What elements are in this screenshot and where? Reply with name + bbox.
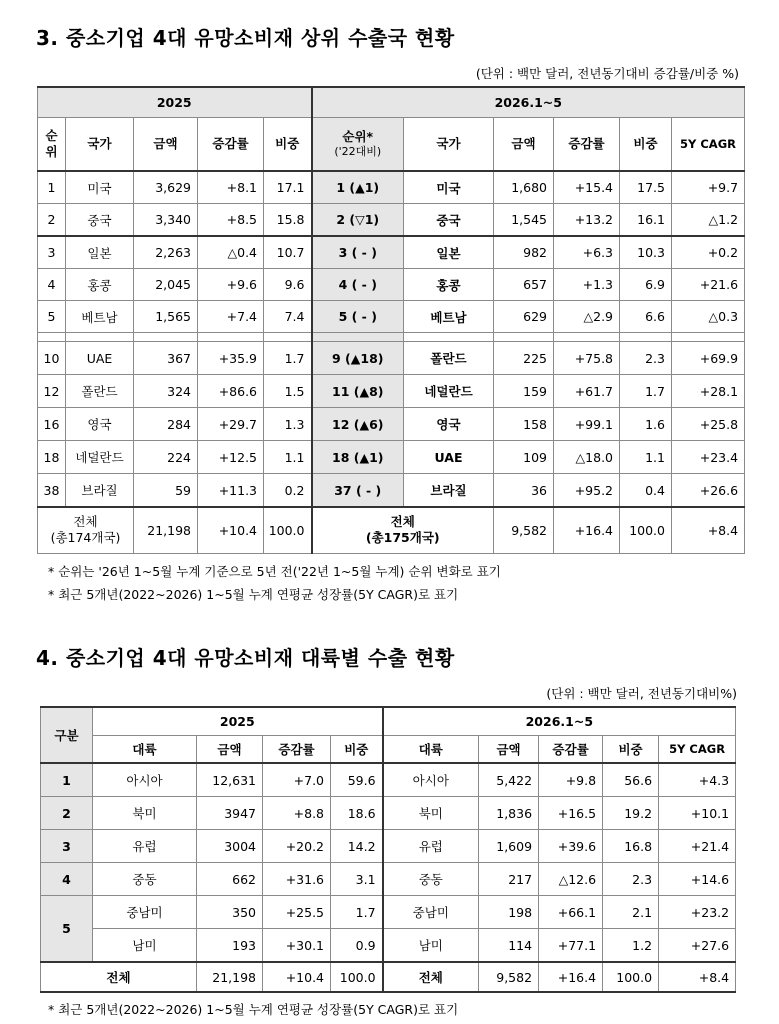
- growth-cell-2026: △18.0: [554, 441, 620, 474]
- table-row: [41, 863, 736, 896]
- share-cell: 17.1: [264, 171, 312, 204]
- share-cell: 10.7: [264, 236, 312, 269]
- amount-cell-2026: 159: [494, 375, 554, 408]
- growth-cell-2026: +66.1: [539, 896, 603, 929]
- country-cell-2026: 폴란드: [404, 342, 494, 375]
- total-cagr: +8.4: [672, 507, 745, 553]
- share-cell-2026: 19.2: [603, 797, 659, 830]
- continent-cell-2026: 중동: [383, 863, 479, 896]
- amount-cell-2026: 225: [494, 342, 554, 375]
- country-cell: 네덜란드: [66, 441, 134, 474]
- amount-cell: 2,263: [134, 236, 198, 269]
- row-number: 3: [41, 830, 93, 863]
- country-cell-2026: 중국: [404, 204, 494, 237]
- cagr-header: 5Y CAGR: [672, 117, 745, 171]
- cagr-cell: +25.8: [672, 408, 745, 441]
- growth-cell: +11.3: [198, 474, 264, 508]
- amount-cell-2026: 158: [494, 408, 554, 441]
- amount-cell: 3947: [197, 797, 263, 830]
- amount-cell-2026: 5,422: [479, 763, 539, 797]
- amount-cell-2026: 198: [479, 896, 539, 929]
- section4-title: 4. 중소기업 4대 유망소비재 대륙별 수출 현황: [36, 646, 455, 670]
- period-2025-header: 2025: [38, 87, 312, 117]
- amount-cell: 367: [134, 342, 198, 375]
- section3-unit: (단위 : 백만 달러, 전년동기대비 증감률/비중 %): [475, 66, 739, 81]
- amount-cell: 324: [134, 375, 198, 408]
- rank-change-cell: 1 (▲1): [312, 171, 404, 204]
- table-row: [38, 301, 745, 333]
- amount-header-2026: 금액: [479, 735, 539, 763]
- growth-cell: +29.7: [198, 408, 264, 441]
- cagr-cell: +23.2: [659, 896, 736, 929]
- table-row: [38, 171, 745, 204]
- share-cell-2026: 16.1: [620, 204, 672, 237]
- total-row: [41, 962, 736, 992]
- footnote-cagr-continent: * 최근 5개년(2022~2026) 1~5월 누계 연평균 성장률(5Y CAGR)로 표기: [48, 1002, 459, 1017]
- growth-cell: +8.1: [198, 171, 264, 204]
- share-cell-2026: 16.8: [603, 830, 659, 863]
- amount-cell: 224: [134, 441, 198, 474]
- continent-cell-2026: 아시아: [383, 763, 479, 797]
- growth-cell: +35.9: [198, 342, 264, 375]
- share-cell: 1.5: [264, 375, 312, 408]
- growth-cell: +12.5: [198, 441, 264, 474]
- growth-cell: +30.1: [263, 929, 331, 963]
- share-cell: 18.6: [331, 797, 383, 830]
- continent-cell-2026: 유럽: [383, 830, 479, 863]
- share-cell: 1.7: [331, 896, 383, 929]
- top-export-countries-table: [37, 86, 745, 554]
- category-header: 구분: [41, 707, 93, 763]
- section3-title: 3. 중소기업 4대 유망소비재 상위 수출국 현황: [36, 26, 455, 50]
- table-row: [38, 236, 745, 269]
- share-header-2026: 비중: [603, 735, 659, 763]
- share-cell-2026: 6.6: [620, 301, 672, 333]
- continent-header-2026: 대륙: [383, 735, 479, 763]
- rank-change-cell: 11 (▲8): [312, 375, 404, 408]
- growth-cell: +8.8: [263, 797, 331, 830]
- growth-header-2026: 증감률: [554, 117, 620, 171]
- amount-cell: 59: [134, 474, 198, 508]
- period-2026-header: 2026.1~5: [383, 707, 736, 735]
- total-share: 100.0: [264, 507, 312, 553]
- growth-header: 증감률: [198, 117, 264, 171]
- amount-cell: 1,565: [134, 301, 198, 333]
- country-cell: 브라질: [66, 474, 134, 508]
- continent-cell: 중동: [93, 863, 197, 896]
- share-cell: 0.2: [264, 474, 312, 508]
- rank-change-cell: 18 (▲1): [312, 441, 404, 474]
- country-cell: 폴란드: [66, 375, 134, 408]
- cagr-cell: +26.6: [672, 474, 745, 508]
- total-share: 100.0: [331, 962, 383, 992]
- cagr-header: 5Y CAGR: [659, 735, 736, 763]
- cagr-cell: +23.4: [672, 441, 745, 474]
- continent-cell: 유럽: [93, 830, 197, 863]
- amount-cell-2026: 629: [494, 301, 554, 333]
- growth-cell: +8.5: [198, 204, 264, 237]
- share-cell-2026: 1.2: [603, 929, 659, 963]
- amount-cell: 350: [197, 896, 263, 929]
- share-cell-2026: 17.5: [620, 171, 672, 204]
- table-row: [38, 375, 745, 408]
- total-share-2026: 100.0: [620, 507, 672, 553]
- share-cell-2026: 10.3: [620, 236, 672, 269]
- table-row: [41, 797, 736, 830]
- rank-change-cell: 4 ( - ): [312, 269, 404, 301]
- growth-cell-2026: +99.1: [554, 408, 620, 441]
- rank-change-cell: 9 (▲18): [312, 342, 404, 375]
- total-amount: 21,198: [197, 962, 263, 992]
- share-cell: 59.6: [331, 763, 383, 797]
- table-row: [38, 441, 745, 474]
- amount-header-2026: 금액: [494, 117, 554, 171]
- country-cell: 베트남: [66, 301, 134, 333]
- gap-row: [38, 333, 745, 342]
- growth-cell-2026: +16.5: [539, 797, 603, 830]
- country-cell-2026: 베트남: [404, 301, 494, 333]
- country-cell: 일본: [66, 236, 134, 269]
- table-row: [41, 896, 736, 929]
- amount-cell: 3,629: [134, 171, 198, 204]
- growth-cell-2026: △2.9: [554, 301, 620, 333]
- share-cell: 3.1: [331, 863, 383, 896]
- share-cell: 14.2: [331, 830, 383, 863]
- rank-change-header: 순위* ('22대비): [312, 117, 404, 171]
- cagr-cell: +0.2: [672, 236, 745, 269]
- country-cell-2026: 미국: [404, 171, 494, 204]
- growth-cell: +7.4: [198, 301, 264, 333]
- amount-cell: 3004: [197, 830, 263, 863]
- total-label: 전체: [41, 962, 197, 992]
- continent-cell: 아시아: [93, 763, 197, 797]
- table-row: [38, 474, 745, 508]
- continent-cell: 중남미: [93, 896, 197, 929]
- footnote-rank: * 순위는 '26년 1~5월 누계 기준으로 5년 전('22년 1~5월 누계) 순위 변화로 표기: [48, 564, 501, 579]
- table-row: [38, 269, 745, 301]
- total-label: 전체 (총174개국): [38, 507, 134, 553]
- share-header: 비중: [331, 735, 383, 763]
- growth-cell-2026: +77.1: [539, 929, 603, 963]
- continent-export-table: [40, 706, 736, 993]
- country-cell-2026: 영국: [404, 408, 494, 441]
- row-number: 2: [41, 797, 93, 830]
- cagr-cell: +21.4: [659, 830, 736, 863]
- table-row: [38, 204, 745, 237]
- country-cell: 미국: [66, 171, 134, 204]
- country-header: 국가: [66, 117, 134, 171]
- amount-cell: 12,631: [197, 763, 263, 797]
- country-cell-2026: 브라질: [404, 474, 494, 508]
- rank-cell: 16: [38, 408, 66, 441]
- growth-cell-2026: +13.2: [554, 204, 620, 237]
- rank-cell: 38: [38, 474, 66, 508]
- cagr-cell: +9.7: [672, 171, 745, 204]
- share-cell-2026: 1.7: [620, 375, 672, 408]
- rank-cell: 4: [38, 269, 66, 301]
- country-cell-2026: 홍콩: [404, 269, 494, 301]
- total-amount-2026: 9,582: [494, 507, 554, 553]
- period-2026-header: 2026.1~5: [312, 87, 745, 117]
- amount-cell-2026: 982: [494, 236, 554, 269]
- total-amount-2026: 9,582: [479, 962, 539, 992]
- rank-cell: 12: [38, 375, 66, 408]
- rank-change-cell: 5 ( - ): [312, 301, 404, 333]
- share-cell: 9.6: [264, 269, 312, 301]
- growth-header: 증감률: [263, 735, 331, 763]
- growth-cell: △0.4: [198, 236, 264, 269]
- row-number: 5: [41, 896, 93, 963]
- rank-change-cell: 12 (▲6): [312, 408, 404, 441]
- cagr-cell: △1.2: [672, 204, 745, 237]
- growth-cell-2026: +75.8: [554, 342, 620, 375]
- total-growth: +10.4: [198, 507, 264, 553]
- amount-cell: 284: [134, 408, 198, 441]
- share-header: 비중: [264, 117, 312, 171]
- country-cell-2026: UAE: [404, 441, 494, 474]
- rank-change-cell: 3 ( - ): [312, 236, 404, 269]
- total-label-2026: 전체 (총175개국): [312, 507, 494, 553]
- table-row-sub: [41, 929, 736, 963]
- share-cell-2026: 1.6: [620, 408, 672, 441]
- country-cell: 영국: [66, 408, 134, 441]
- continent-cell-2026: 남미: [383, 929, 479, 963]
- amount-cell-2026: 1,836: [479, 797, 539, 830]
- amount-cell: 3,340: [134, 204, 198, 237]
- rank-change-cell: 37 ( - ): [312, 474, 404, 508]
- amount-cell-2026: 1,545: [494, 204, 554, 237]
- share-cell-2026: 0.4: [620, 474, 672, 508]
- country-cell-2026: 일본: [404, 236, 494, 269]
- country-cell-2026: 네덜란드: [404, 375, 494, 408]
- growth-cell: +7.0: [263, 763, 331, 797]
- continent-header: 대륙: [93, 735, 197, 763]
- table-row: [41, 763, 736, 797]
- section4-unit: (단위 : 백만 달러, 전년동기대비%): [546, 686, 737, 701]
- total-growth-2026: +16.4: [554, 507, 620, 553]
- growth-cell-2026: +9.8: [539, 763, 603, 797]
- table-row: [41, 830, 736, 863]
- amount-cell: 662: [197, 863, 263, 896]
- share-cell: 0.9: [331, 929, 383, 963]
- cagr-cell: +10.1: [659, 797, 736, 830]
- share-cell: 15.8: [264, 204, 312, 237]
- country-header-2026: 국가: [404, 117, 494, 171]
- amount-cell-2026: 1,680: [494, 171, 554, 204]
- share-cell-2026: 2.3: [603, 863, 659, 896]
- amount-cell-2026: 36: [494, 474, 554, 508]
- cagr-cell: +28.1: [672, 375, 745, 408]
- share-cell-2026: 6.9: [620, 269, 672, 301]
- amount-cell-2026: 217: [479, 863, 539, 896]
- growth-cell-2026: +95.2: [554, 474, 620, 508]
- growth-cell-2026: +39.6: [539, 830, 603, 863]
- share-cell-2026: 2.3: [620, 342, 672, 375]
- cagr-cell: +69.9: [672, 342, 745, 375]
- growth-cell: +31.6: [263, 863, 331, 896]
- table-row: [38, 408, 745, 441]
- rank-cell: 2: [38, 204, 66, 237]
- continent-cell: 북미: [93, 797, 197, 830]
- amount-cell-2026: 657: [494, 269, 554, 301]
- growth-cell: +86.6: [198, 375, 264, 408]
- rank-cell: 10: [38, 342, 66, 375]
- amount-header: 금액: [134, 117, 198, 171]
- share-cell: 1.3: [264, 408, 312, 441]
- country-cell: UAE: [66, 342, 134, 375]
- total-row: [38, 507, 745, 553]
- cagr-cell: +14.6: [659, 863, 736, 896]
- growth-cell-2026: +15.4: [554, 171, 620, 204]
- share-header-2026: 비중: [620, 117, 672, 171]
- share-cell-2026: 56.6: [603, 763, 659, 797]
- rank-cell: 5: [38, 301, 66, 333]
- cagr-cell: +4.3: [659, 763, 736, 797]
- table-row: [38, 342, 745, 375]
- continent-cell-2026: 중남미: [383, 896, 479, 929]
- rank-cell: 18: [38, 441, 66, 474]
- amount-cell: 2,045: [134, 269, 198, 301]
- continent-cell: 남미: [93, 929, 197, 963]
- growth-cell-2026: △12.6: [539, 863, 603, 896]
- growth-cell-2026: +1.3: [554, 269, 620, 301]
- growth-cell: +20.2: [263, 830, 331, 863]
- total-growth-2026: +16.4: [539, 962, 603, 992]
- share-cell-2026: 2.1: [603, 896, 659, 929]
- amount-cell-2026: 109: [494, 441, 554, 474]
- rank-header: 순위: [38, 117, 66, 171]
- growth-header-2026: 증감률: [539, 735, 603, 763]
- period-2025-header: 2025: [93, 707, 383, 735]
- total-cagr: +8.4: [659, 962, 736, 992]
- total-label-2026: 전체: [383, 962, 479, 992]
- total-amount: 21,198: [134, 507, 198, 553]
- amount-cell-2026: 1,609: [479, 830, 539, 863]
- total-growth: +10.4: [263, 962, 331, 992]
- share-cell: 1.7: [264, 342, 312, 375]
- share-cell: 1.1: [264, 441, 312, 474]
- country-cell: 중국: [66, 204, 134, 237]
- row-number: 1: [41, 763, 93, 797]
- amount-cell: 193: [197, 929, 263, 963]
- amount-cell-2026: 114: [479, 929, 539, 963]
- country-cell: 홍콩: [66, 269, 134, 301]
- footnote-cagr: * 최근 5개년(2022~2026) 1~5월 누계 연평균 성장률(5Y CAGR)로 표기: [48, 587, 459, 602]
- rank-change-cell: 2 (▽1): [312, 204, 404, 237]
- row-number: 4: [41, 863, 93, 896]
- rank-cell: 1: [38, 171, 66, 204]
- rank-cell: 3: [38, 236, 66, 269]
- amount-header: 금액: [197, 735, 263, 763]
- cagr-cell: +27.6: [659, 929, 736, 963]
- continent-cell-2026: 북미: [383, 797, 479, 830]
- growth-cell: +25.5: [263, 896, 331, 929]
- growth-cell: +9.6: [198, 269, 264, 301]
- share-cell-2026: 1.1: [620, 441, 672, 474]
- growth-cell-2026: +61.7: [554, 375, 620, 408]
- cagr-cell: △0.3: [672, 301, 745, 333]
- cagr-cell: +21.6: [672, 269, 745, 301]
- growth-cell-2026: +6.3: [554, 236, 620, 269]
- total-share-2026: 100.0: [603, 962, 659, 992]
- share-cell: 7.4: [264, 301, 312, 333]
